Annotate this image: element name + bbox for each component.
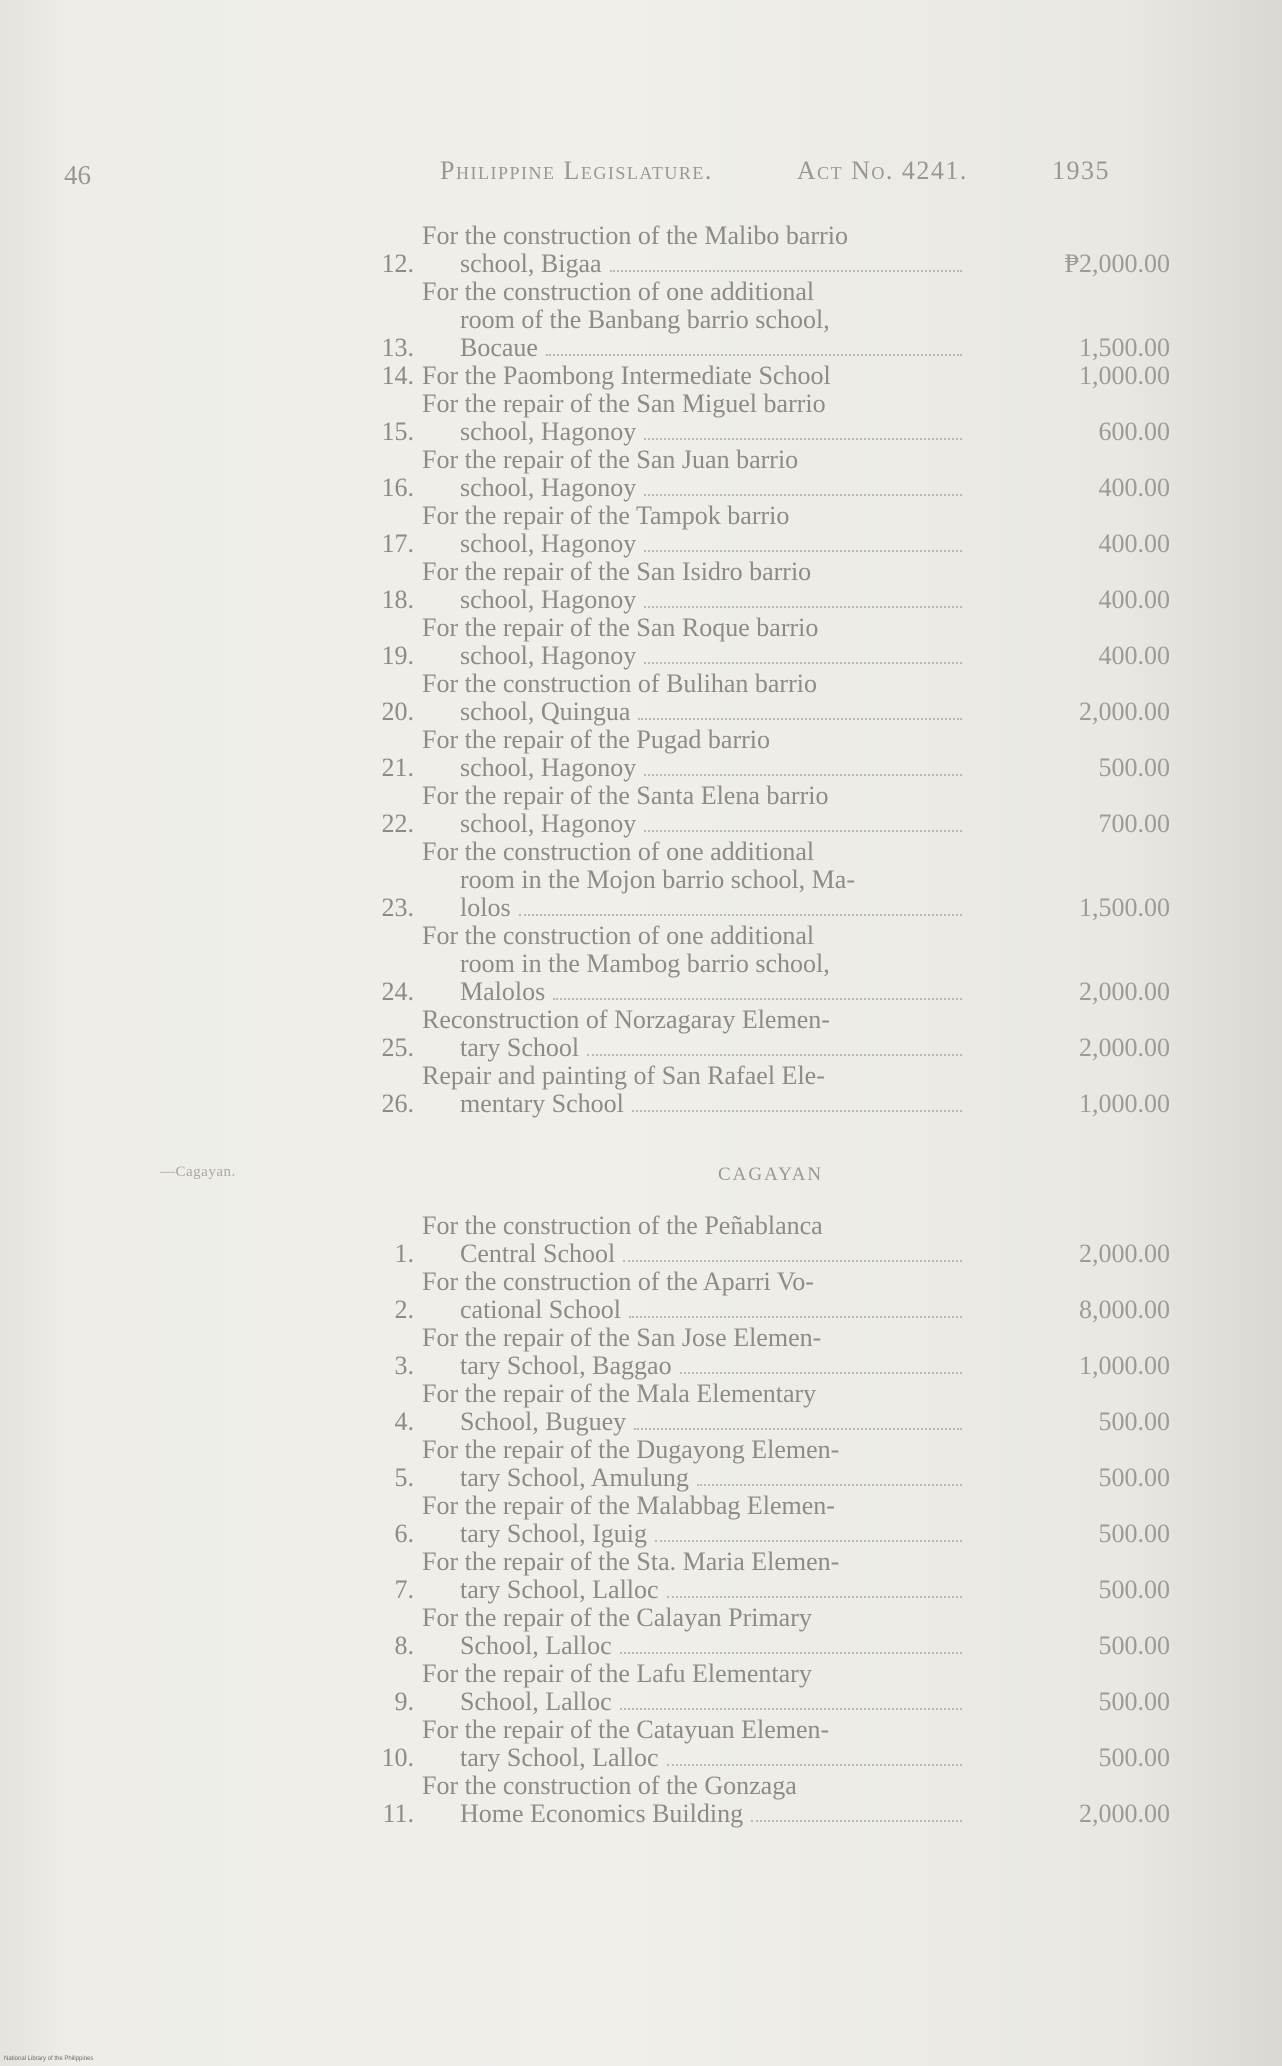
- item-text-line: Home Economics Building: [460, 1799, 744, 1828]
- item-amount: 1,500.00: [1079, 893, 1170, 922]
- item-amount: 1,000.00: [1079, 1089, 1170, 1118]
- item-text-line: Central School: [460, 1239, 616, 1268]
- item-leader-line: [422, 1744, 962, 1772]
- dot-leader: [620, 1707, 962, 1710]
- item-leader-line: [422, 418, 962, 446]
- item-number: 24.: [381, 977, 414, 1006]
- dot-leader: [680, 1371, 962, 1374]
- item-leader-line: [422, 474, 962, 502]
- list-item: [340, 1268, 1170, 1324]
- item-amount: 2,000.00: [1079, 977, 1170, 1006]
- dot-leader: [620, 1651, 962, 1654]
- item-description: [422, 1062, 962, 1118]
- item-amount: 500.00: [1098, 1575, 1170, 1604]
- item-leader-line: [422, 1296, 962, 1324]
- list-item: [340, 390, 1170, 446]
- item-text-line: Bocaue: [460, 333, 538, 362]
- item-number: 12.: [381, 249, 414, 278]
- item-description: [422, 1324, 962, 1380]
- dot-leader: [655, 1539, 962, 1542]
- item-text-line: room in the Mambog barrio school,: [460, 949, 830, 978]
- appropriation-list-cagayan: [340, 1212, 1170, 1828]
- item-description: [422, 1772, 962, 1828]
- item-text-line: school, Hagonoy: [460, 809, 637, 838]
- list-item: [340, 1492, 1170, 1548]
- item-description: [422, 502, 962, 558]
- item-text-line: For the repair of the Mala Elementary: [422, 1379, 817, 1408]
- item-text-line: For the repair of the Tampok barrio: [422, 501, 790, 530]
- dot-leader: [553, 997, 962, 1000]
- dot-leader: [644, 661, 962, 664]
- item-text-line: room of the Banbang barrio school,: [460, 305, 830, 334]
- item-text-line: school, Bigaa: [460, 249, 602, 278]
- dot-leader: [644, 549, 962, 552]
- item-text-line: room in the Mojon barrio school, Ma-: [460, 865, 855, 894]
- item-leader-line: [422, 1464, 962, 1492]
- item-text-line: For the construction of one additional: [422, 837, 815, 866]
- item-leader-line: [422, 586, 962, 614]
- item-amount: 1,000.00: [1079, 361, 1170, 390]
- item-number: 4.: [394, 1407, 414, 1436]
- list-item: [340, 670, 1170, 726]
- running-head-title: Philippine Legislature.: [440, 156, 713, 185]
- list-item: [340, 782, 1170, 838]
- item-text-line: School, Lalloc: [460, 1687, 612, 1716]
- item-text-line: tary School, Amulung: [460, 1463, 689, 1492]
- item-amount: 1,000.00: [1079, 1351, 1170, 1380]
- item-leader-line: [422, 810, 962, 838]
- item-description: [422, 1380, 962, 1436]
- list-item: [340, 1062, 1170, 1118]
- item-number: 8.: [394, 1631, 414, 1660]
- item-number: 22.: [381, 809, 414, 838]
- item-number: 11.: [382, 1799, 414, 1828]
- page-number: 46: [64, 160, 91, 190]
- item-description: [422, 1492, 962, 1548]
- list-item: [340, 1212, 1170, 1268]
- dot-leader: [644, 829, 962, 832]
- item-leader-line: [422, 642, 962, 670]
- item-leader-line: [422, 1352, 962, 1380]
- list-item: [340, 1324, 1170, 1380]
- item-text-line: mentary School: [460, 1089, 624, 1118]
- item-text-line: For the repair of the Lafu Elementary: [422, 1659, 812, 1688]
- item-leader-line: [422, 754, 962, 782]
- item-text-line: For the repair of the Dugayong Elemen-: [422, 1435, 840, 1464]
- item-text-line: For the repair of the San Roque barrio: [422, 613, 819, 642]
- item-amount: 400.00: [1098, 641, 1170, 670]
- list-item: [340, 1006, 1170, 1062]
- dot-leader: [610, 269, 962, 272]
- running-head-act: Act No. 4241.: [796, 156, 968, 185]
- item-amount: 1,500.00: [1079, 333, 1170, 362]
- item-text-line: tary School, Lalloc: [460, 1575, 659, 1604]
- item-leader-line: [422, 1688, 962, 1716]
- item-number: 26.: [381, 1089, 414, 1118]
- item-description: [422, 390, 962, 446]
- item-number: 25.: [381, 1033, 414, 1062]
- item-text-line: School, Lalloc: [460, 1631, 612, 1660]
- item-amount: 500.00: [1098, 753, 1170, 782]
- item-number: 1.: [394, 1239, 414, 1268]
- list-item: [340, 446, 1170, 502]
- margin-note: —Cagayan.: [160, 1164, 236, 1180]
- item-amount: 400.00: [1098, 529, 1170, 558]
- item-amount: 400.00: [1098, 473, 1170, 502]
- list-item: [340, 838, 1170, 922]
- item-number: 3.: [394, 1351, 414, 1380]
- item-number: 7.: [394, 1575, 414, 1604]
- item-number: 14.: [381, 361, 414, 390]
- appropriation-list-bulacan: [340, 222, 1170, 1118]
- item-text-line: For the construction of one additional: [422, 921, 815, 950]
- dot-leader: [644, 437, 962, 440]
- item-description: [422, 782, 962, 838]
- item-description: [422, 278, 962, 362]
- item-text-line: For the construction of one additional: [422, 277, 815, 306]
- item-number: 15.: [381, 417, 414, 446]
- dot-leader: [519, 913, 962, 916]
- item-text-line: cational School: [460, 1295, 622, 1324]
- list-item: [340, 1380, 1170, 1436]
- section-heading-cagayan: CAGAYAN: [718, 1164, 824, 1185]
- item-text-line: For the construction of the Peñablanca: [422, 1211, 823, 1240]
- item-text-line: For the repair of the Catayuan Elemen-: [422, 1715, 830, 1744]
- dot-leader: [632, 1109, 962, 1112]
- dot-leader: [638, 717, 962, 720]
- item-leader-line: [422, 1408, 962, 1436]
- list-item: [340, 1772, 1170, 1828]
- item-number: 21.: [381, 753, 414, 782]
- item-text-line: school, Hagonoy: [460, 417, 637, 446]
- item-text-line: School, Buguey: [460, 1407, 627, 1436]
- list-item: [340, 1660, 1170, 1716]
- item-number: 17.: [381, 529, 414, 558]
- item-number: 13.: [381, 333, 414, 362]
- list-item: [340, 1436, 1170, 1492]
- dot-leader: [697, 1483, 962, 1486]
- dot-leader: [644, 773, 962, 776]
- item-amount: 500.00: [1098, 1519, 1170, 1548]
- item-number: 16.: [381, 473, 414, 502]
- list-item: [340, 558, 1170, 614]
- item-number: 19.: [381, 641, 414, 670]
- item-description: [422, 1548, 962, 1604]
- item-text-line: For the repair of the San Juan barrio: [422, 445, 799, 474]
- item-amount: 600.00: [1098, 417, 1170, 446]
- item-text-line: Malolos: [460, 977, 546, 1006]
- item-description: [422, 922, 962, 1006]
- item-amount: 500.00: [1098, 1463, 1170, 1492]
- item-text-line: Reconstruction of Norzagaray Elemen-: [422, 1005, 830, 1034]
- item-description: [422, 1660, 962, 1716]
- dot-leader: [546, 353, 962, 356]
- item-leader-line: [422, 698, 962, 726]
- item-leader-line: [422, 250, 962, 278]
- item-leader-line: [422, 530, 962, 558]
- item-amount: 700.00: [1098, 809, 1170, 838]
- item-text-line: For the repair of the Sta. Maria Elemen-: [422, 1547, 840, 1576]
- item-description: [422, 1006, 962, 1062]
- item-number: 10.: [381, 1743, 414, 1772]
- item-text-line: For the construction of the Malibo barrio: [422, 221, 849, 250]
- item-text-line: Repair and painting of San Rafael Ele-: [422, 1061, 825, 1090]
- item-text-line: For the Paombong Intermediate School: [422, 361, 831, 390]
- item-leader-line: [422, 1800, 962, 1828]
- item-number: 5.: [394, 1463, 414, 1492]
- list-item: [340, 614, 1170, 670]
- item-amount: 2,000.00: [1079, 1239, 1170, 1268]
- dot-leader: [644, 493, 962, 496]
- list-item: [340, 1604, 1170, 1660]
- item-amount: ₱2,000.00: [1064, 249, 1170, 278]
- list-item: [340, 726, 1170, 782]
- dot-leader: [644, 605, 962, 608]
- item-text-line: For the repair of the Santa Elena barrio: [422, 781, 829, 810]
- item-description: [422, 1716, 962, 1772]
- item-number: 6.: [394, 1519, 414, 1548]
- item-number: 9.: [394, 1687, 414, 1716]
- running-head-year: 1935: [1051, 156, 1110, 185]
- item-text-line: For the repair of the Calayan Primary: [422, 1603, 812, 1632]
- item-text-line: For the construction of the Gonzaga: [422, 1771, 797, 1800]
- list-item: [340, 362, 1170, 390]
- item-leader-line: [422, 362, 962, 390]
- item-number: 20.: [381, 697, 414, 726]
- item-amount: 500.00: [1098, 1687, 1170, 1716]
- running-head: [440, 156, 1110, 186]
- dot-leader: [667, 1595, 962, 1598]
- item-amount: 500.00: [1098, 1407, 1170, 1436]
- item-text-line: For the repair of the San Isidro barrio: [422, 557, 812, 586]
- item-amount: 2,000.00: [1079, 697, 1170, 726]
- item-leader-line: [422, 334, 962, 362]
- item-text-line: tary School, Baggao: [460, 1351, 672, 1380]
- item-amount: 2,000.00: [1079, 1799, 1170, 1828]
- item-description: [422, 1268, 962, 1324]
- list-item: [340, 278, 1170, 362]
- list-item: [340, 1716, 1170, 1772]
- item-description: [422, 362, 962, 390]
- item-leader-line: [422, 978, 962, 1006]
- item-description: [422, 1212, 962, 1268]
- item-amount: 500.00: [1098, 1743, 1170, 1772]
- dot-leader: [587, 1053, 962, 1056]
- item-number: 2.: [394, 1295, 414, 1324]
- item-amount: 2,000.00: [1079, 1033, 1170, 1062]
- item-leader-line: [422, 1240, 962, 1268]
- item-description: [422, 222, 962, 278]
- item-text-line: For the repair of the San Miguel barrio: [422, 389, 826, 418]
- dot-leader: [751, 1819, 962, 1822]
- library-footer: National Library of the Philippines: [4, 2056, 94, 2062]
- item-amount: 400.00: [1098, 585, 1170, 614]
- item-amount: 8,000.00: [1079, 1295, 1170, 1324]
- item-text-line: For the construction of Bulihan barrio: [422, 669, 817, 698]
- item-text-line: school, Hagonoy: [460, 529, 637, 558]
- item-leader-line: [422, 894, 962, 922]
- item-text-line: For the repair of the Pugad barrio: [422, 725, 771, 754]
- item-leader-line: [422, 1034, 962, 1062]
- item-amount: 500.00: [1098, 1631, 1170, 1660]
- dot-leader: [667, 1763, 962, 1766]
- dot-leader: [634, 1427, 962, 1430]
- item-text-line: For the repair of the San Jose Elemen-: [422, 1323, 822, 1352]
- item-text-line: tary School: [460, 1033, 580, 1062]
- list-item: [340, 922, 1170, 1006]
- dot-leader: [623, 1259, 962, 1262]
- item-description: [422, 670, 962, 726]
- item-description: [422, 1604, 962, 1660]
- item-leader-line: [422, 1520, 962, 1548]
- item-description: [422, 558, 962, 614]
- item-text-line: lolos: [460, 893, 511, 922]
- item-text-line: tary School, Lalloc: [460, 1743, 659, 1772]
- item-text-line: For the construction of the Aparri Vo-: [422, 1267, 814, 1296]
- item-description: [422, 614, 962, 670]
- item-number: 18.: [381, 585, 414, 614]
- list-item: [340, 502, 1170, 558]
- item-text-line: school, Hagonoy: [460, 753, 637, 782]
- item-text-line: school, Hagonoy: [460, 585, 637, 614]
- item-description: [422, 726, 962, 782]
- item-description: [422, 1436, 962, 1492]
- item-description: [422, 446, 962, 502]
- item-number: 23.: [381, 893, 414, 922]
- list-item: [340, 1548, 1170, 1604]
- item-text-line: school, Hagonoy: [460, 473, 637, 502]
- item-leader-line: [422, 1576, 962, 1604]
- item-text-line: school, Hagonoy: [460, 641, 637, 670]
- item-leader-line: [422, 1090, 962, 1118]
- dot-leader: [629, 1315, 962, 1318]
- item-text-line: school, Quingua: [460, 697, 631, 726]
- item-text-line: tary School, Iguig: [460, 1519, 648, 1548]
- item-text-line: For the repair of the Malabbag Elemen-: [422, 1491, 835, 1520]
- item-description: [422, 838, 962, 922]
- item-leader-line: [422, 1632, 962, 1660]
- list-item: [340, 222, 1170, 278]
